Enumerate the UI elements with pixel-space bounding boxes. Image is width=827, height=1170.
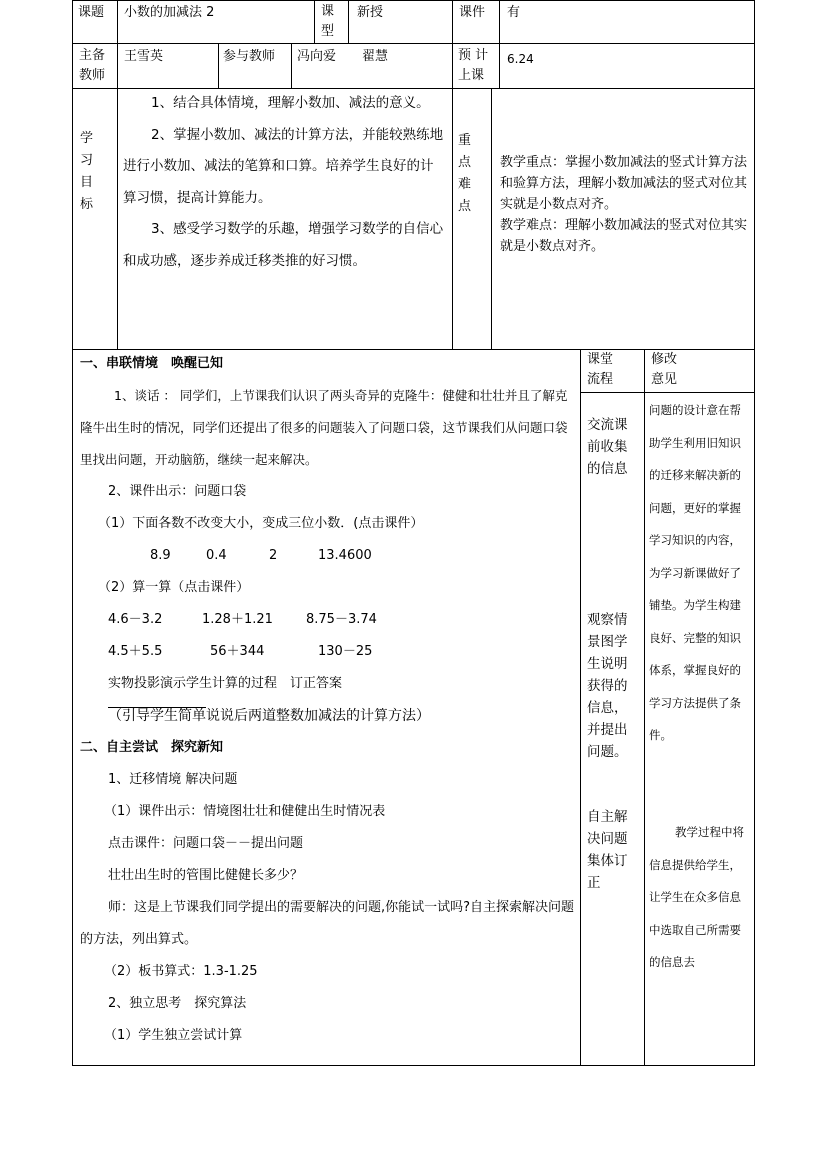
lead-teacher-label: 主备教师 — [79, 48, 106, 83]
courseware-label: 课件 — [459, 5, 486, 20]
key-point: 教学重点：掌握小数加减法的竖式计算方法和验算方法，理解小数加减法的竖式对位其实就是小数点对齐。 — [500, 155, 748, 212]
number-item: 0.4 — [206, 548, 227, 563]
type-label: 课型 — [321, 4, 335, 39]
number-item: 8.9 — [150, 548, 171, 563]
lead-teacher-value: 王雪英 — [124, 49, 164, 64]
section-title: 一、串联情境 唤醒已知 — [80, 356, 224, 371]
guide-line: （引导学生简单说说后两道整数加减法的计算方法） — [108, 708, 430, 724]
calc-item: 130－25 — [318, 644, 373, 659]
step-line: （1）课件出示：情境图壮壮和健健出生时情况表 — [104, 804, 386, 819]
number-item: 2 — [269, 548, 278, 563]
step-line: 点击课件：问题口袋－－提出问题 — [108, 836, 304, 851]
key-points — [500, 152, 750, 257]
step-line: 壮壮出生时的管围比健健长多少？ — [108, 868, 304, 883]
step-heading: 1、迁移情境 解决问题 — [108, 772, 238, 787]
objective-item: 3、感受学习数学的乐趣，增强学习数学的自信心和成功感，逐步养成迁移类推的好习惯。 — [123, 221, 444, 269]
objectives-label: 学习目标 — [80, 131, 94, 212]
teacher-paragraph: 师：这是上节课我们同学提出的需要解决的问题,你能试一试吗?自主探索解决问题的方法，列出算式。 — [80, 900, 575, 947]
process-content — [80, 348, 576, 1052]
flow-item: 自主解决问题集体订正 — [587, 809, 628, 891]
flow-item: 观察情景图学生说明获得的信息，并提出问题。 — [587, 612, 628, 760]
co-teacher-label: 参与教师 — [223, 49, 276, 64]
courseware-value: 有 — [507, 5, 521, 20]
calc-item: 56＋344 — [210, 644, 265, 659]
projection-line: 实物投影演示学生计算的过程 订正答案 — [108, 676, 343, 691]
calc-row — [80, 604, 576, 636]
calc-item: 1.28＋1.21 — [202, 612, 273, 627]
question-2: （2）算一算（点击课件） — [98, 580, 250, 595]
topic-label: 课题 — [78, 5, 105, 20]
planned-class-value: 6.24 — [507, 52, 534, 66]
courseware-show: 2、课件出示：问题口袋 — [108, 484, 247, 499]
note-paragraph: 教学过程中将信息提供给学生，让学生在众多信息中选取自己所需要的信息去 — [649, 825, 744, 969]
section-title: 二、自主尝试 探究新知 — [80, 740, 224, 755]
objective-item: 2、掌握小数加、减法的计算方法，并能较熟练地进行小数加、减法的笔算和口算。培养学生良好的计算习惯，提高计算能力。 — [123, 126, 444, 206]
notes-header: 修改意见 — [651, 352, 678, 387]
co-teacher-value: 冯向爱 翟慧 — [297, 49, 389, 64]
note-paragraph: 问题的设计意在帮助学生利用旧知识的迁移来解决新的问题，更好的掌握学习知识的内容，为学习新课做好了铺垫。为学生构建良好、完整的知识体系，掌握良好的学习方法提供了条件。 — [649, 403, 741, 742]
number-item: 13.4600 — [318, 548, 372, 563]
planned-class-label: 预 计上课 — [458, 48, 489, 83]
calc-item: 4.6－3.2 — [108, 612, 163, 627]
talk-paragraph: 1、谈话 ： 同学们，上节课我们认识了两头奇异的克隆牛：健健和壮壮并且了解克隆牛出生时的情况，同学们还提出了很多的问题装入了问题口袋，这节课我们从问题口袋里找出问题，开动脑筋，继续一起来解决。 — [80, 388, 568, 467]
objective-item: 1、结合具体情境，理解小数加、减法的意义。 — [151, 95, 430, 111]
objectives-list — [123, 88, 445, 277]
flow-header: 课堂流程 — [587, 352, 614, 387]
step-line: （1）学生独立尝试计算 — [104, 1028, 243, 1043]
calc-item: 8.75－3.74 — [306, 612, 377, 627]
numbers-row — [80, 540, 576, 572]
calc-row — [80, 636, 576, 668]
key-difficult-label: 重点难点 — [458, 133, 472, 214]
step-line: （2）板书算式：1.3-1.25 — [104, 964, 258, 979]
topic-value: 小数的加减法 2 — [124, 5, 215, 20]
difficult-point: 教学难点：理解小数加减法的竖式对位其实就是小数点对齐。 — [500, 218, 748, 254]
calc-item: 4.5＋5.5 — [108, 644, 163, 659]
type-value: 新授 — [357, 5, 384, 20]
question-1: （1）下面各数不改变大小，变成三位小数．(点击课件） — [98, 516, 424, 531]
flow-item: 交流课前收集的信息 — [587, 417, 628, 477]
step-heading: 2、独立思考 探究算法 — [108, 996, 247, 1011]
